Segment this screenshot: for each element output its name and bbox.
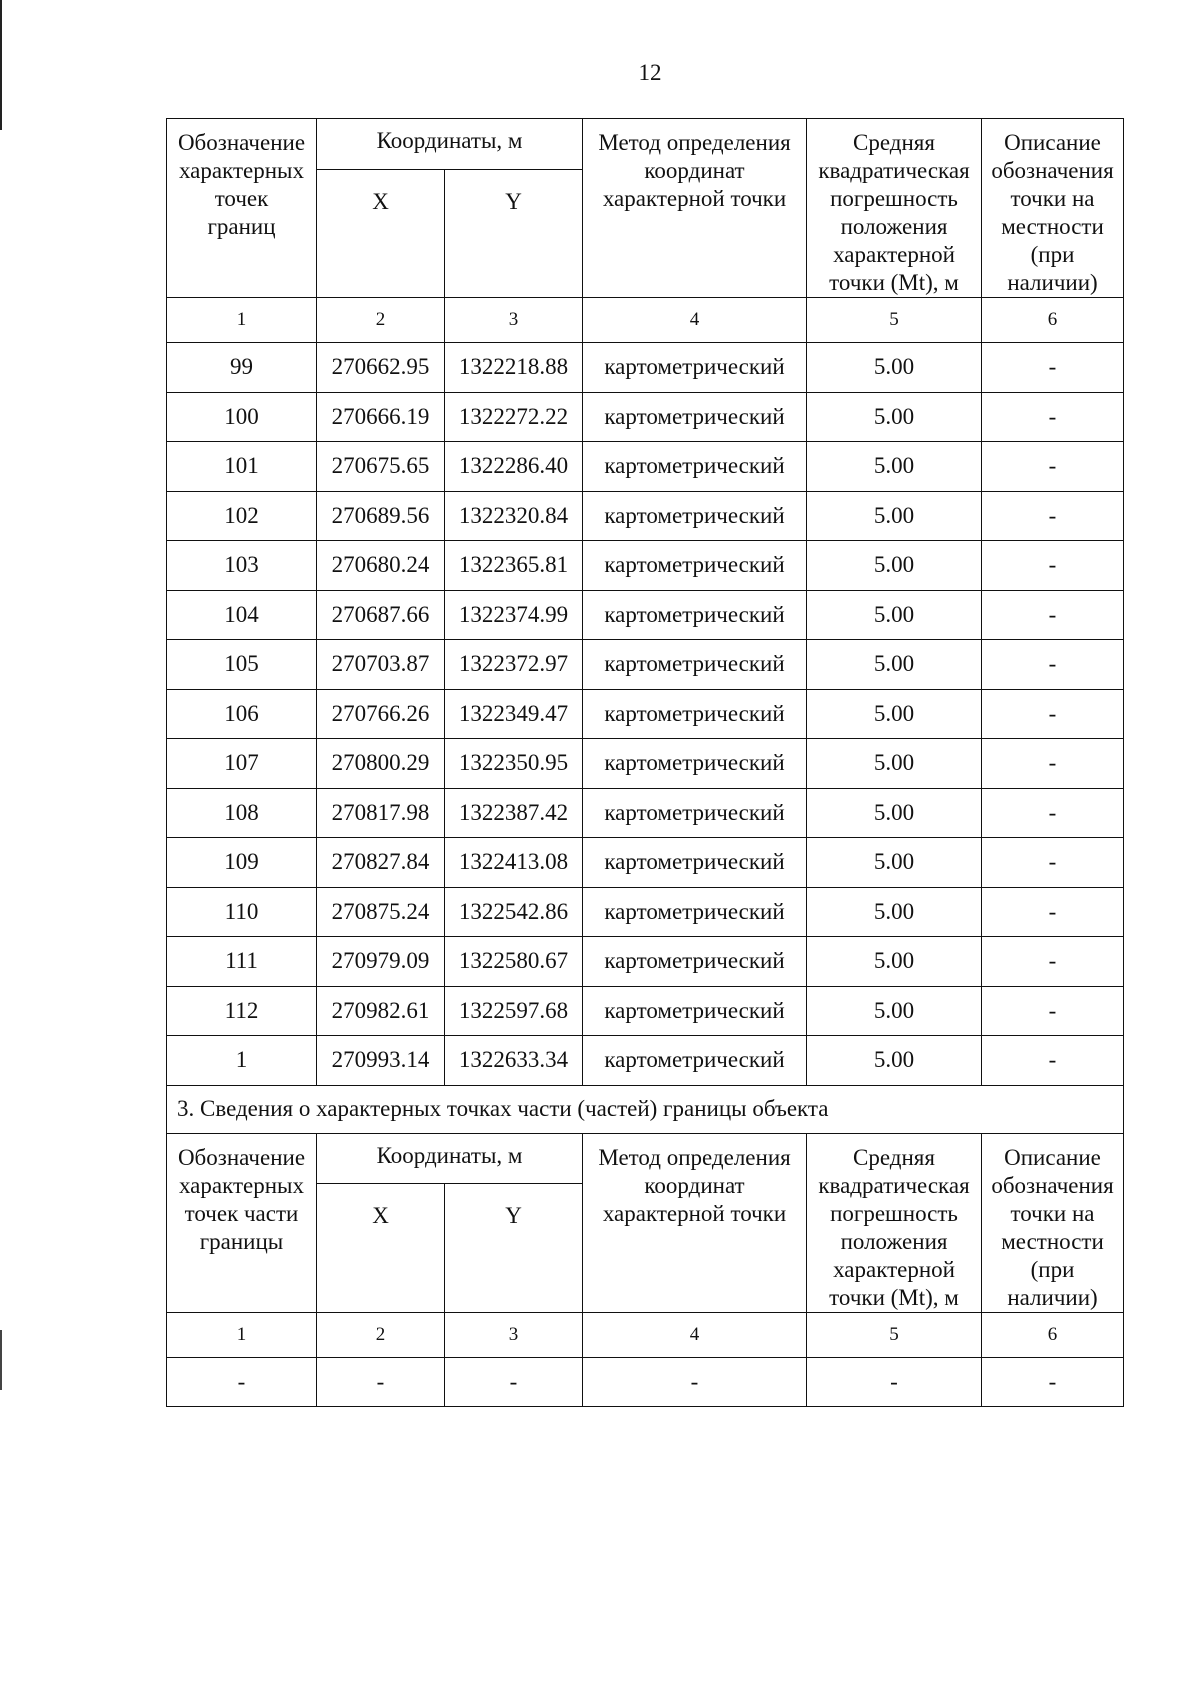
cell-y: 1322320.84: [445, 491, 583, 541]
cell-y: 1322350.95: [445, 739, 583, 789]
cell-y: 1322387.42: [445, 788, 583, 838]
cell-method: картометрический: [583, 392, 807, 442]
header-error-label: Средняя квадратическая погрешность положения характерной точки (Mt), м: [807, 119, 982, 298]
table-row: [167, 442, 1124, 492]
cell-y: 1322633.34: [445, 1036, 583, 1086]
header-description-label: Описание обозначения точки на местности (при наличии): [982, 119, 1124, 298]
column-number: 2: [317, 1312, 445, 1357]
cell-x: 270666.19: [317, 392, 445, 442]
cell-x: -: [317, 1357, 445, 1407]
cell-point: 106: [167, 689, 317, 739]
table-row: [167, 986, 1124, 1036]
cell-point: 99: [167, 343, 317, 393]
table-row: [167, 640, 1124, 690]
cell-x: 270766.26: [317, 689, 445, 739]
cell-point: -: [167, 1357, 317, 1407]
table-row: [167, 838, 1124, 888]
cell-description: -: [982, 343, 1124, 393]
column-number-row: [167, 298, 1124, 343]
cell-method: картометрический: [583, 640, 807, 690]
cell-method: картометрический: [583, 937, 807, 987]
column-number-row: [167, 1312, 1124, 1357]
cell-description: -: [982, 1357, 1124, 1407]
cell-error: 5.00: [807, 887, 982, 937]
cell-y: 1322542.86: [445, 887, 583, 937]
cell-point: 100: [167, 392, 317, 442]
cell-method: картометрический: [583, 739, 807, 789]
cell-point: 109: [167, 838, 317, 888]
cell-description: -: [982, 788, 1124, 838]
cell-y: 1322413.08: [445, 838, 583, 888]
cell-description: -: [982, 689, 1124, 739]
cell-x: 270817.98: [317, 788, 445, 838]
cell-description: -: [982, 491, 1124, 541]
table-row: [167, 491, 1124, 541]
header-method-label: Метод определения координат характерной точки: [583, 119, 807, 298]
cell-description: -: [982, 541, 1124, 591]
column-number: 1: [167, 1312, 317, 1357]
cell-x: 270979.09: [317, 937, 445, 987]
table-row: [167, 343, 1124, 393]
cell-point: 1: [167, 1036, 317, 1086]
cell-method: картометрический: [583, 838, 807, 888]
cell-error: 5.00: [807, 1036, 982, 1086]
header-coords-label: Координаты, м: [317, 1133, 583, 1184]
cell-y: 1322286.40: [445, 442, 583, 492]
table-row: [167, 739, 1124, 789]
column-number: 5: [807, 298, 982, 343]
cell-y: 1322374.99: [445, 590, 583, 640]
column-number: 1: [167, 298, 317, 343]
cell-description: -: [982, 739, 1124, 789]
cell-error: 5.00: [807, 986, 982, 1036]
cell-x: 270680.24: [317, 541, 445, 591]
cell-error: 5.00: [807, 937, 982, 987]
header-point-label: Обозначение характерных точек границ: [167, 119, 317, 298]
cell-description: -: [982, 887, 1124, 937]
header-method-label: Метод определения координат характерной точки: [583, 1133, 807, 1312]
column-number: 5: [807, 1312, 982, 1357]
cell-point: 101: [167, 442, 317, 492]
cell-error: 5.00: [807, 640, 982, 690]
cell-y: 1322349.47: [445, 689, 583, 739]
cell-x: 270662.95: [317, 343, 445, 393]
page-number: 12: [638, 60, 662, 85]
column-number: 6: [982, 1312, 1124, 1357]
section-title: 3. Сведения о характерных точках части (частей) границы объекта: [167, 1085, 1124, 1133]
cell-error: 5.00: [807, 392, 982, 442]
table-row: [167, 1036, 1124, 1086]
header-y-label: Y: [445, 169, 583, 297]
cell-description: -: [982, 590, 1124, 640]
table-row: [167, 788, 1124, 838]
header-coords-label: Координаты, м: [317, 119, 583, 170]
cell-y: 1322272.22: [445, 392, 583, 442]
column-number: 6: [982, 298, 1124, 343]
cell-point: 110: [167, 887, 317, 937]
cell-x: 270827.84: [317, 838, 445, 888]
cell-error: 5.00: [807, 491, 982, 541]
cell-description: -: [982, 937, 1124, 987]
table-row: [167, 1357, 1124, 1407]
cell-error: 5.00: [807, 590, 982, 640]
column-number: 4: [583, 298, 807, 343]
cell-x: 270875.24: [317, 887, 445, 937]
cell-method: картометрический: [583, 986, 807, 1036]
cell-point: 103: [167, 541, 317, 591]
cell-point: 111: [167, 937, 317, 987]
column-number: 3: [445, 298, 583, 343]
cell-method: картометрический: [583, 788, 807, 838]
header-y-label: Y: [445, 1184, 583, 1312]
cell-description: -: [982, 392, 1124, 442]
table-row: [167, 689, 1124, 739]
header-x-label: X: [317, 169, 445, 297]
cell-x: 270993.14: [317, 1036, 445, 1086]
cell-x: 270703.87: [317, 640, 445, 690]
cell-point: 107: [167, 739, 317, 789]
cell-point: 112: [167, 986, 317, 1036]
table-row: [167, 887, 1124, 937]
cell-x: 270982.61: [317, 986, 445, 1036]
cell-description: -: [982, 1036, 1124, 1086]
cell-method: картометрический: [583, 689, 807, 739]
cell-method: картометрический: [583, 1036, 807, 1086]
table-row: [167, 392, 1124, 442]
cell-error: 5.00: [807, 343, 982, 393]
cell-point: 104: [167, 590, 317, 640]
cell-y: -: [445, 1357, 583, 1407]
header-point-label: Обозначение характерных точек части границы: [167, 1133, 317, 1312]
cell-y: 1322365.81: [445, 541, 583, 591]
cell-description: -: [982, 442, 1124, 492]
cell-y: 1322580.67: [445, 937, 583, 987]
section-title-row: [167, 1085, 1124, 1133]
header-description-label: Описание обозначения точки на местности (при наличии): [982, 1133, 1124, 1312]
cell-description: -: [982, 986, 1124, 1036]
cell-method: картометрический: [583, 887, 807, 937]
cell-point: 102: [167, 491, 317, 541]
cell-description: -: [982, 838, 1124, 888]
cell-point: 108: [167, 788, 317, 838]
table-row: [167, 590, 1124, 640]
cell-error: 5.00: [807, 838, 982, 888]
scan-edge: [0, 1330, 2, 1390]
table-row: [167, 541, 1124, 591]
cell-error: 5.00: [807, 689, 982, 739]
header-error-label: Средняя квадратическая погрешность положения характерной точки (Mt), м: [807, 1133, 982, 1312]
cell-x: 270687.66: [317, 590, 445, 640]
cell-method: картометрический: [583, 590, 807, 640]
cell-error: -: [807, 1357, 982, 1407]
cell-method: -: [583, 1357, 807, 1407]
cell-method: картометрический: [583, 442, 807, 492]
cell-y: 1322597.68: [445, 986, 583, 1036]
cell-x: 270800.29: [317, 739, 445, 789]
cell-x: 270689.56: [317, 491, 445, 541]
header-x-label: X: [317, 1184, 445, 1312]
cell-method: картометрический: [583, 491, 807, 541]
cell-error: 5.00: [807, 788, 982, 838]
column-number: 2: [317, 298, 445, 343]
column-number: 3: [445, 1312, 583, 1357]
cell-error: 5.00: [807, 442, 982, 492]
cell-y: 1322218.88: [445, 343, 583, 393]
cell-y: 1322372.97: [445, 640, 583, 690]
cell-error: 5.00: [807, 739, 982, 789]
table-row: [167, 937, 1124, 987]
cell-x: 270675.65: [317, 442, 445, 492]
cell-method: картометрический: [583, 541, 807, 591]
cell-description: -: [982, 640, 1124, 690]
cell-method: картометрический: [583, 343, 807, 393]
cell-error: 5.00: [807, 541, 982, 591]
cell-point: 105: [167, 640, 317, 690]
column-number: 4: [583, 1312, 807, 1357]
coordinates-table: [166, 118, 1124, 1407]
